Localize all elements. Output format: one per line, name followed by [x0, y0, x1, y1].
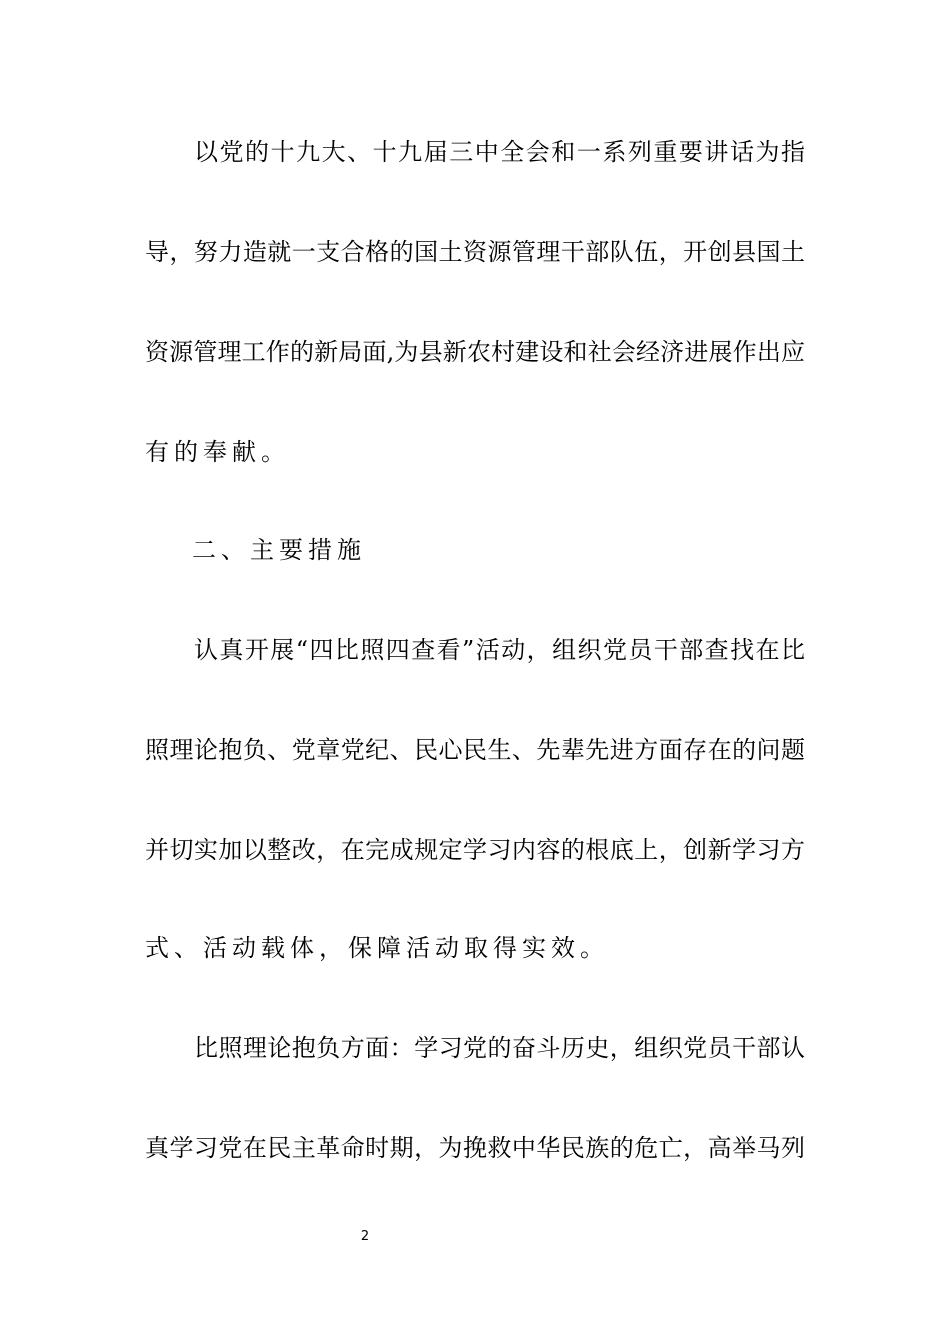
page-number: 2 [360, 1229, 370, 1244]
paragraph-2-line-2: 照理论抱负、党章党纪、民心民生、先辈先进方面存在的问题 [145, 736, 805, 764]
paragraph-3-line-2: 真学习党在民主革命时期，为挽救中华民族的危亡，高举马列 [145, 1134, 805, 1162]
paragraph-2-line-1: 认真开展“四比照四查看”活动，组织党员干部查找在比 [194, 636, 805, 664]
paragraph-2-line-4: 式、活动载体，保障活动取得实效。 [145, 934, 609, 962]
section-heading: 二、主要措施 [192, 536, 366, 564]
paragraph-1-line-4: 有的奉献。 [145, 438, 290, 466]
paragraph-2-line-3: 并切实加以整改，在完成规定学习内容的根底上，创新学习方 [145, 836, 805, 864]
paragraph-3-line-1: 比照理论抱负方面：学习党的奋斗历史，组织党员干部认 [194, 1034, 805, 1062]
paragraph-1-line-3: 资源管理工作的新局面,为县新农村建设和社会经济进展作出应 [145, 338, 805, 366]
paragraph-1-line-2: 导，努力造就一支合格的国土资源管理干部队伍，开创县国土 [145, 238, 805, 266]
paragraph-1-line-1: 以党的十九大、十九届三中全会和一系列重要讲话为指 [194, 138, 805, 166]
